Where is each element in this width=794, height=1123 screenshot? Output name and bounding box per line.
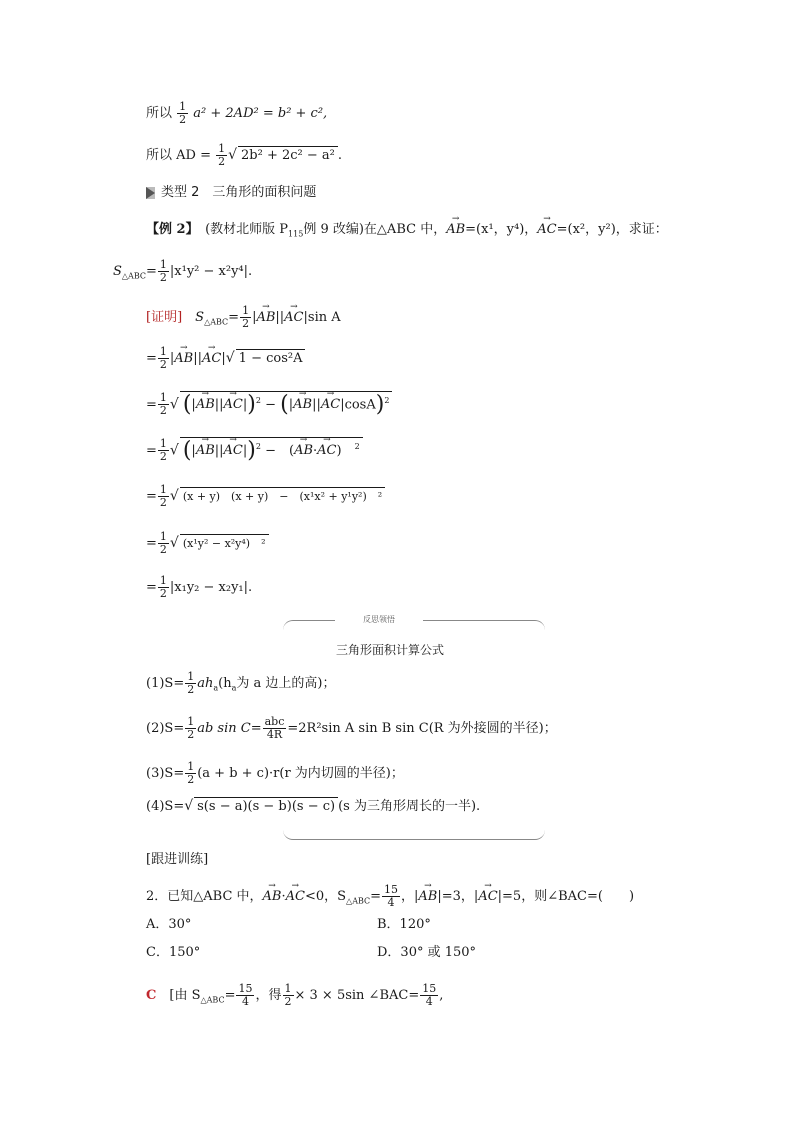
fraction-half: $\frac{1}{2}$: [218, 142, 226, 168]
proof-line-1: [证明] $S_{\triangle ABC}=$ $\frac{1}{2}$ |→ AB||→ AC|sin A: [146, 305, 341, 332]
formula-2: (2)S= $\frac{1}{2}$ ab sin C= $\frac{\text{abc}}{4R}$ =2R²sin A sin B sin C(R 为外接圆的半径)；: [146, 715, 557, 741]
option-a: A．30°: [146, 917, 192, 932]
fraction-half: $\frac{1}{2}$: [179, 100, 187, 126]
option-c: C．150°: [146, 945, 201, 960]
reflection-heading: 三角形面积计算公式: [336, 643, 445, 657]
answer-line: C [由 $S_{\triangle ABC}=$ $\frac{15}{4}$ ，得 $\frac{1}{2}$ × 3 × 5sin ∠BAC= $\frac{15}{4}$ ,: [146, 982, 444, 1008]
equation-line-1: 所以 $\frac{1}{2}$ a² + 2AD² = b² + c²,: [146, 100, 328, 126]
play-triangle-icon: [146, 187, 155, 199]
proof-line-7: = $\frac{1}{2}$ |x₁y₂ − x₂y₁|.: [146, 574, 253, 600]
conclusion-line: $S_{\triangle ABC}=$ $\frac{1}{2}$ |x¹y² − x²y⁴|.: [113, 258, 253, 284]
formula-4: (4)S=√ s(s − a)(s − b)(s − c) (s 为三角形周长的一半).: [146, 798, 481, 814]
formula-3: (3)S= $\frac{1}{2}$ (a + b + c)·r(r 为内切圆的半径)；: [146, 760, 404, 786]
proof-line-2: = $\frac{1}{2}$ |→ AB||→ AC|√ 1 − cos²A: [146, 346, 305, 371]
option-b: B．120°: [377, 917, 431, 932]
equation-line-2: 所以 AD = $\frac{1}{2}$ √ 2b² + 2c² − a² .: [146, 142, 343, 168]
example-line: 【例 2】 (教材北师版 $P_{115}$例 9 改编)在△ABC 中，→ AB=(x¹，y⁴)，→ AC=(x²，y²)，求证：: [146, 221, 668, 244]
reflection-tag: 反思领悟: [335, 615, 423, 625]
practice-question: 2．已知△ABC 中，→ AB·→ AC<0，$S_{\triangle ABC}=$ $\frac{15}{4}$ ，|→ AB|=3，|→ AC|=5，则∠BAC=( ): [146, 884, 634, 911]
proof-line-6: = $\frac{1}{2}$ √ (x¹y² − x²y⁴) ²: [146, 531, 269, 556]
option-d: D．30° 或 150°: [377, 945, 477, 960]
proof-line-3: = $\frac{1}{2}$ √ (|→ AB||→ AC|)$^2$ − (|→ AB||→ AC|cosA)$^2$: [146, 391, 392, 417]
formula-1: (1)S= $\frac{1}{2}$ $ah_a(h_a$为 a 边上的高)；: [146, 670, 336, 696]
proof-line-4: = $\frac{1}{2}$ √ (|→ AB||→ AC|)$^2$ − (→ AB·→ AC) $^2$: [146, 437, 363, 463]
practice-label: [跟进训练]: [146, 852, 209, 867]
section-title: 类型 2 三角形的面积问题: [146, 184, 316, 202]
proof-line-5: = $\frac{1}{2}$ √ (x + y) (x + y) − (x¹x² + y¹y²) ²: [146, 484, 385, 509]
